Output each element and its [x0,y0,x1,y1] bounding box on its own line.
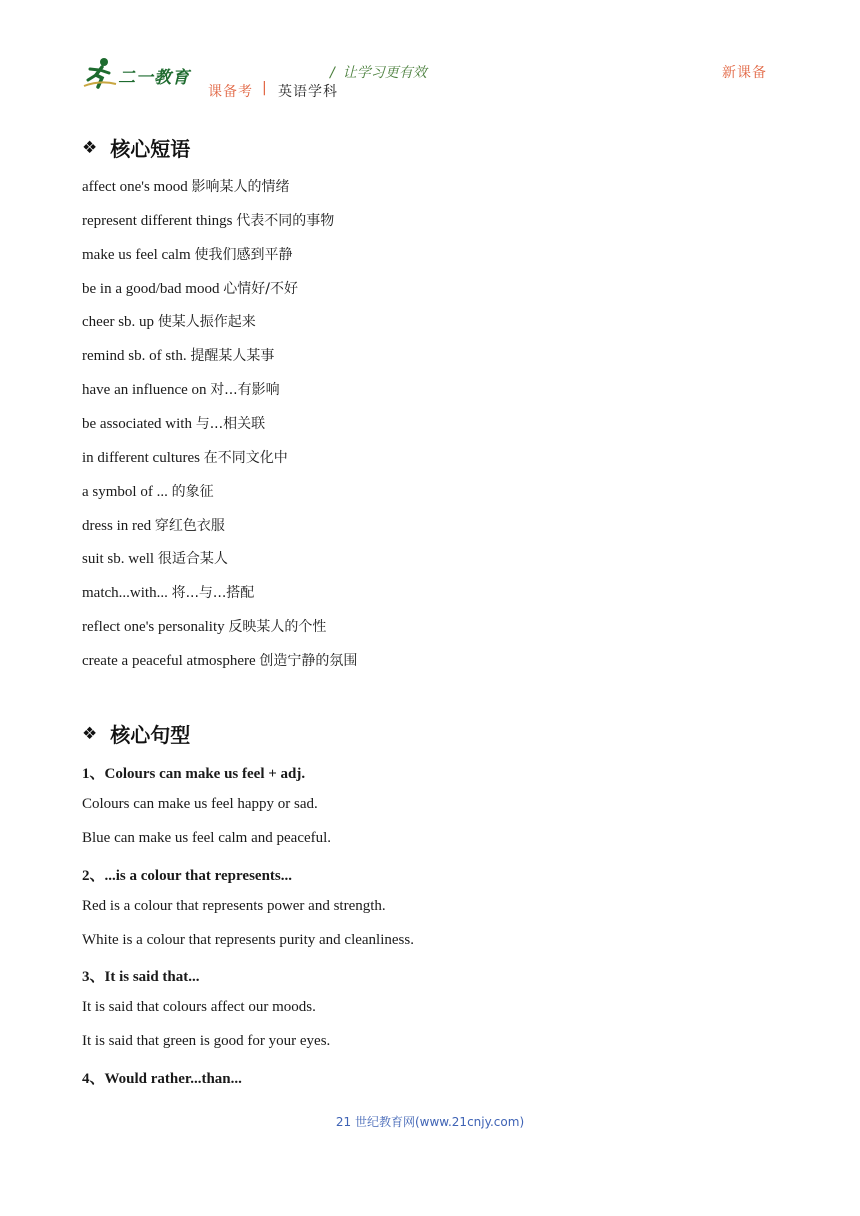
phrase-item [82,447,288,467]
phrase-item [82,481,214,501]
sentence-pattern-heading: 4、Would rather...than... [82,1071,242,1088]
phrase-english: suit sb. well [82,551,155,568]
phrase-chinese: 影响某人的情绪 [191,179,290,195]
phrase-chinese: 创造宁静的氛围 [259,652,358,669]
slogan [330,62,427,82]
phrase-english: match...with... [82,585,168,602]
phrase-english: affect one's mood [82,179,188,195]
site-logo[interactable] [82,56,192,90]
phrase-item [82,616,326,636]
phrase-english: remind sb. of sth. [82,348,187,365]
phrase-item [82,650,357,670]
phrase-english: be associated with [82,415,192,432]
diamond-bullet-icon: ❖ [82,137,98,158]
subject-label: 英语学科 [278,84,338,100]
phrase-item [82,278,298,298]
phrase-item [82,515,225,535]
phrase-item [82,210,334,230]
phrase-english: dress in red [82,517,152,534]
subtitle-left: 课备考 [208,84,253,100]
sentence-example: Blue can make us feel calm and peaceful. [82,829,332,846]
footer-link[interactable]: 21 世纪教育网(www.21cnjy.com) [335,1115,525,1129]
phrase-item [82,244,292,264]
phrase-item [82,548,228,568]
phrases-section-title [82,133,190,162]
phrase-chinese: 代表不同的事物 [236,212,335,229]
phrase-chinese: 的象征 [171,483,214,500]
phrase-item [82,379,280,399]
logo-text: 二一教育 [118,68,190,88]
phrase-item [82,176,289,196]
phrase-chinese: 反映某人的个性 [228,619,327,636]
phrase-english: make us feel calm [82,246,191,263]
slogan-slash: / [330,65,335,81]
page-header [0,0,860,110]
phrases-title-text: 核心短语 [110,137,191,161]
phrase-chinese: 使我们感到平静 [194,246,293,263]
runner-logo-icon [82,56,118,90]
sentence-example: Red is a colour that represents power and strength. [82,897,386,914]
phrase-chinese: 很适合某人 [157,551,228,568]
phrase-item [82,582,254,602]
diamond-bullet-icon: ❖ [82,723,98,744]
phrase-chinese: 穿红色衣服 [154,517,225,534]
sentence-pattern-heading: 1、Colours can make us feel + adj. [82,766,306,782]
sentence-pattern-heading: 2、...is a colour that represents... [82,867,292,884]
header-right-label: 新课备 [722,65,767,81]
phrase-chinese: 提醒某人某事 [190,348,275,365]
sentence-example: It is said that colours affect our moods. [82,999,316,1016]
phrase-english: cheer sb. up [82,314,155,331]
phrase-english: reflect one's personality [82,619,225,636]
phrase-english: have an influence on [82,382,207,399]
phrase-english: create a peaceful atmosphere [82,652,256,669]
subtitle-separator: | [262,80,267,96]
phrase-item [82,413,265,433]
sentence-pattern-heading: 3、It is said that... [82,969,200,986]
sentences-title-text: 核心句型 [110,723,191,747]
phrase-chinese: 使某人振作起来 [157,314,256,331]
sentence-example: White is a colour that represents purity and cleanliness. [82,931,414,948]
phrase-english: in different cultures [82,449,201,466]
slogan-text: 让学习更有效 [342,65,427,81]
phrase-english: represent different things [82,212,233,229]
phrase-item [82,345,274,365]
phrase-chinese: 心情好/不好 [223,280,298,297]
phrase-chinese: 对...有影响 [210,382,280,399]
sentence-example: It is said that green is good for your eyes. [82,1033,331,1050]
phrase-english: a symbol of ... [82,483,168,500]
sentence-example: Colours can make us feel happy or sad. [82,795,318,812]
phrase-item [82,311,256,331]
phrase-english: be in a good/bad mood [82,280,220,297]
phrase-chinese: 将...与...搭配 [171,585,255,602]
sentences-section-title [82,719,190,748]
phrase-chinese: 在不同文化中 [203,449,288,466]
phrase-chinese: 与...相关联 [195,415,266,432]
